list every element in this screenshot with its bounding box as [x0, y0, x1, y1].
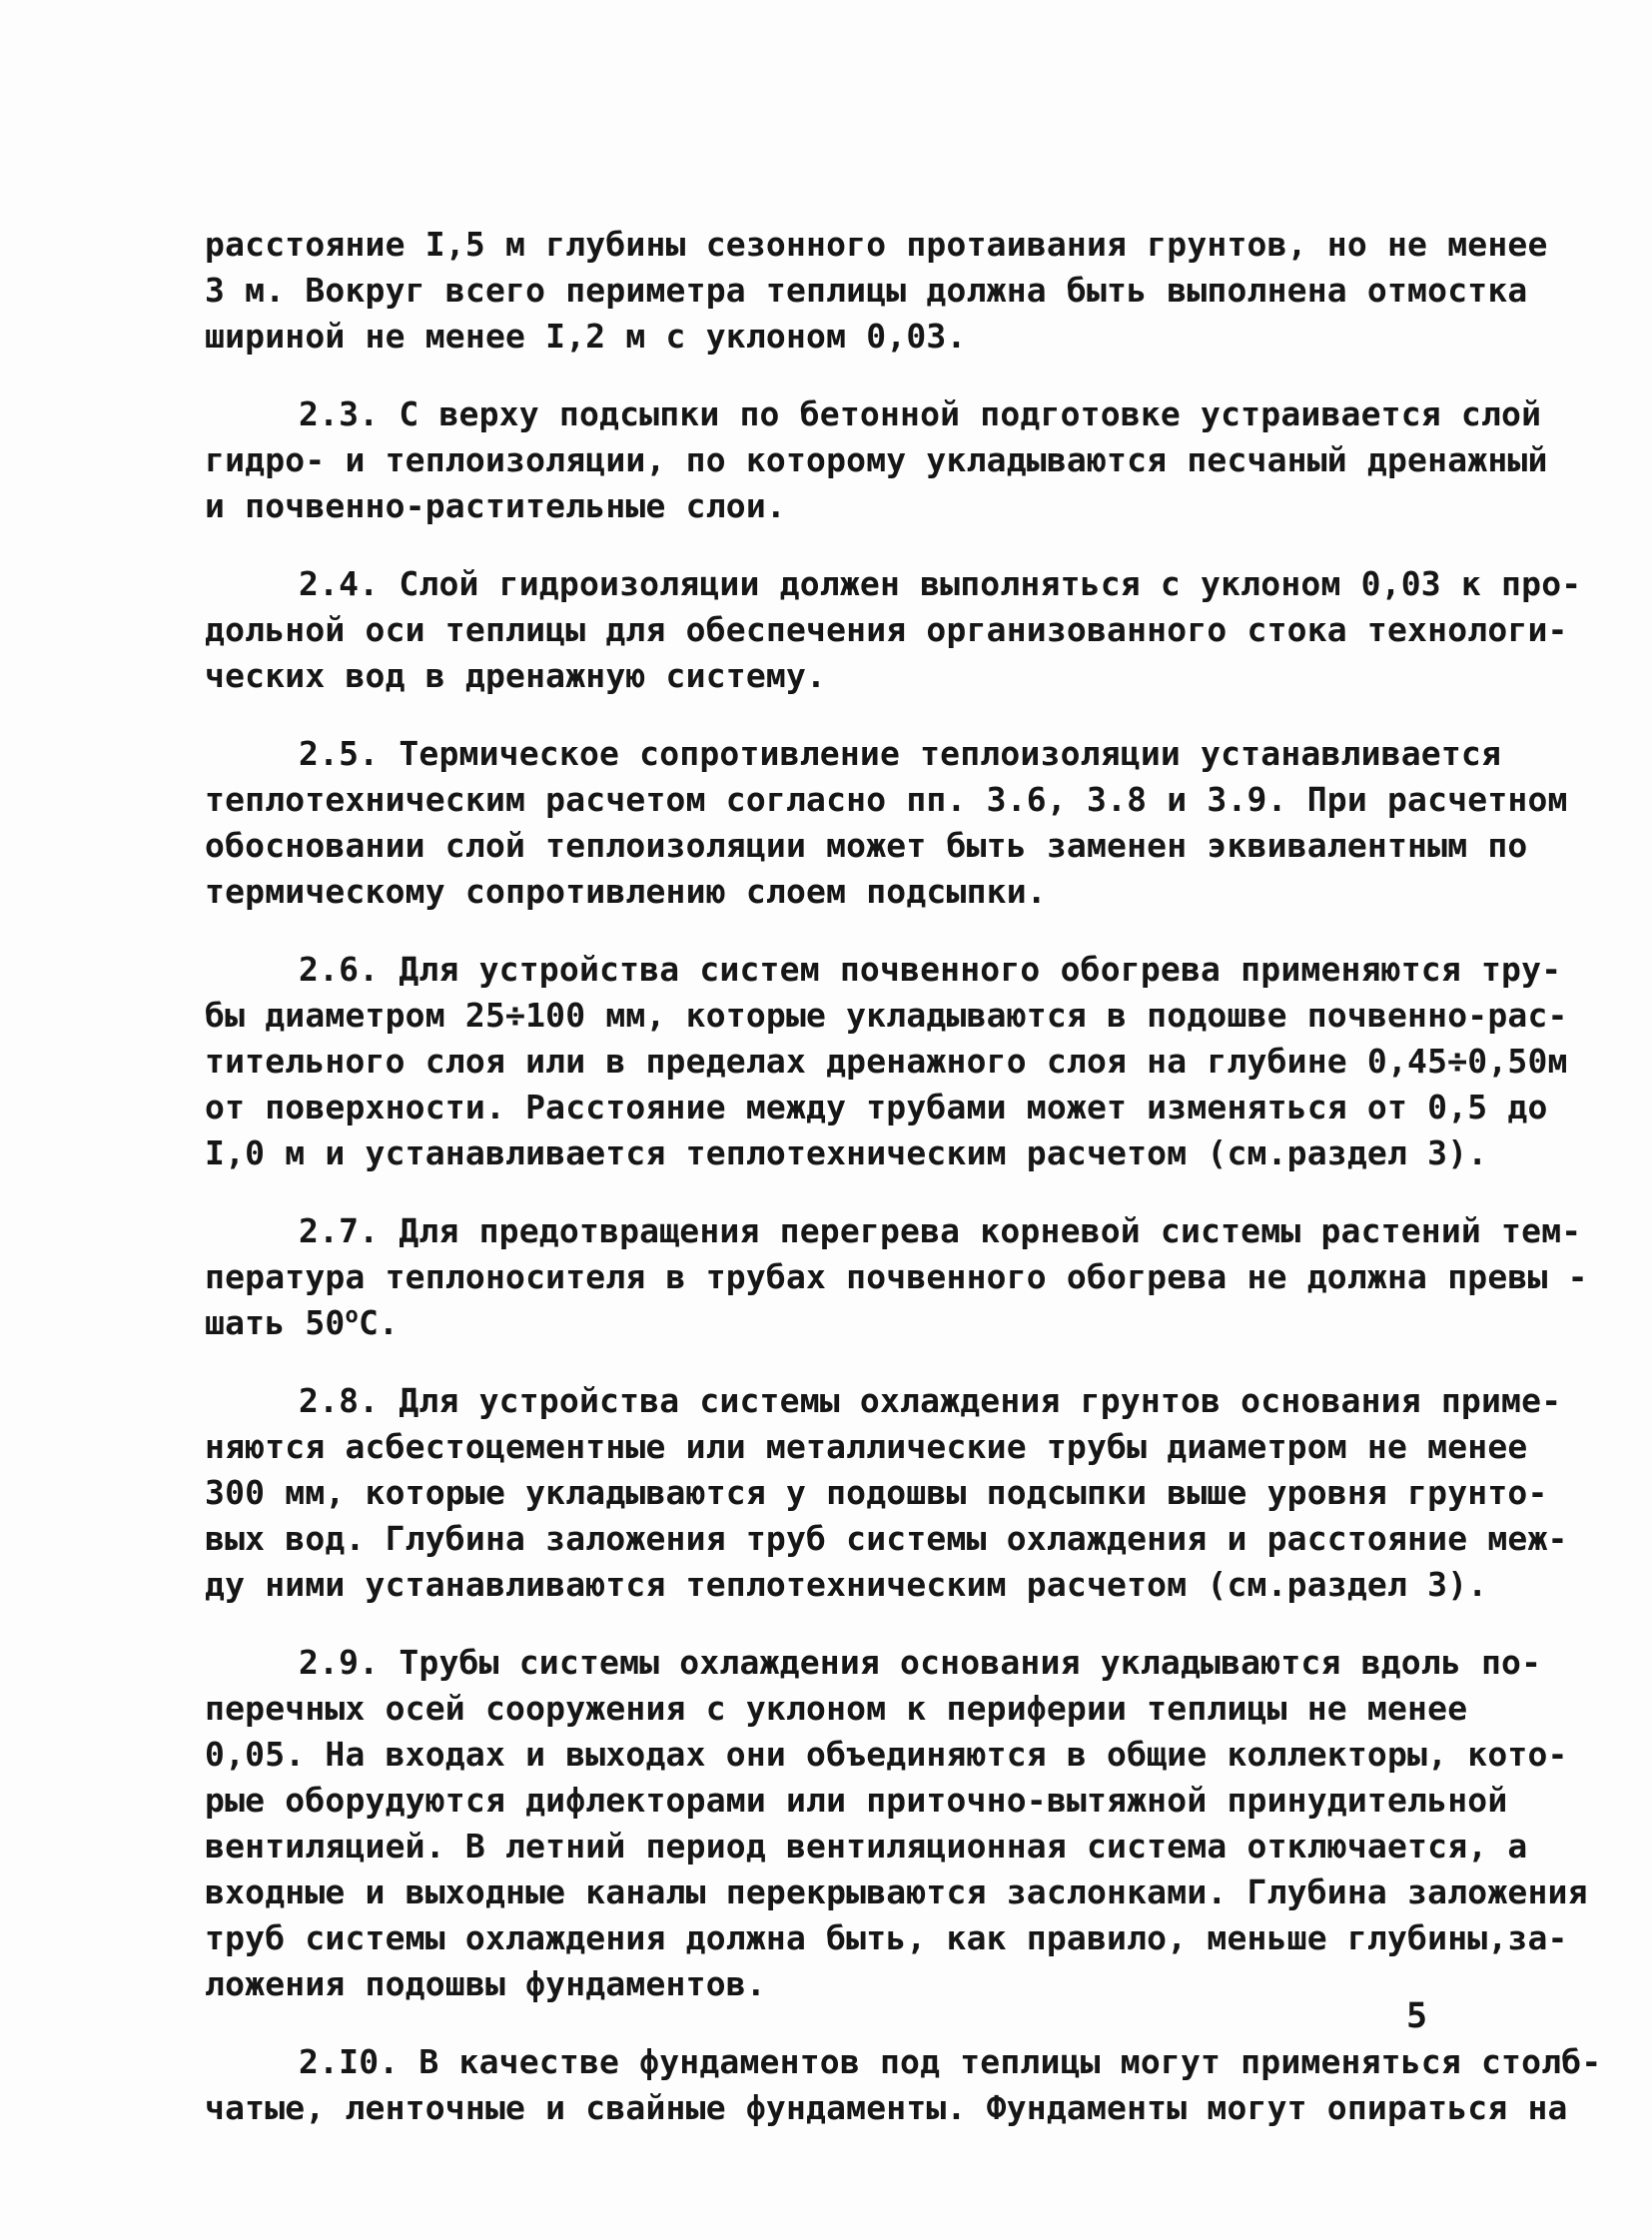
paragraph-2-3 — [205, 391, 1548, 529]
text-line: ложения подошвы фундаментов. — [205, 1964, 766, 2003]
text-fragment: шать 50 — [205, 1303, 346, 1342]
text-line: бы диаметром 25÷100 мм, которые укладываются в подошве почвенно-рас- — [205, 996, 1568, 1035]
text-line: 2.7. Для предотвращения перегрева корневой системы растений тем- — [299, 1211, 1582, 1250]
text-line: ческих вод в дренажную систему. — [205, 656, 827, 695]
text-line: вых вод. Глубина заложения труб системы охлаждения и расстояние меж- — [205, 1519, 1568, 1558]
paragraph-2-5 — [205, 731, 1568, 915]
text-line: чатые, ленточные и свайные фундаменты. Фундаменты могут опираться на — [205, 2088, 1568, 2127]
text-line: входные и выходные каналы перекрываются заслонками. Глубина заложения — [205, 1872, 1588, 1911]
text-line: 2.6. Для устройства систем почвенного обогрева применяются тру- — [299, 950, 1562, 989]
text-line: 2.5. Термическое сопротивление теплоизоляции устанавливается — [299, 734, 1502, 773]
text-line: ду ними устанавливаются теплотехническим расчетом (см.раздел 3). — [205, 1565, 1488, 1604]
text-line: термическому сопротивлению слоем подсыпки. — [205, 872, 1047, 911]
text-line: рые оборудуются дифлекторами или приточно-вытяжной принудительной — [205, 1781, 1508, 1820]
text-line: 3 м. Вокруг всего периметра теплицы должна быть выполнена отмостка — [205, 271, 1528, 310]
text-line: няются асбестоцементные или металлические трубы диаметром не менее — [205, 1427, 1528, 1466]
paragraph-2-10 — [205, 2039, 1602, 2131]
text-line: шириной не менее I,2 м с уклоном 0,03. — [205, 317, 967, 356]
text-line: 2.4. Слой гидроизоляции должен выполняться с уклоном 0,03 к про- — [299, 564, 1582, 603]
text-line: обосновании слой теплоизоляции может быть заменен эквивалентным по — [205, 826, 1528, 865]
paragraph-continuation — [205, 222, 1548, 360]
paragraph-2-9 — [205, 1640, 1588, 2007]
paragraph-2-4 — [205, 561, 1582, 699]
text-line: 2.8. Для устройства системы охлаждения грунтов основания приме- — [299, 1381, 1562, 1420]
text-line: перечных осей сооружения с уклоном к периферии теплицы не менее — [205, 1689, 1468, 1728]
text-line: дольной оси теплицы для обеспечения организованного стока технологи- — [205, 610, 1568, 649]
text-line: гидро- и теплоизоляции, по которому укладываются песчаный дренажный — [205, 440, 1548, 479]
paragraph-2-8 — [205, 1378, 1568, 1608]
text-line: пература теплоносителя в трубах почвенного обогрева не должна превы - — [205, 1257, 1588, 1296]
paragraph-2-6 — [205, 947, 1568, 1176]
text-line: 300 мм, которые укладываются у подошвы подсыпки выше уровня грунто- — [205, 1473, 1548, 1512]
text-line: тительного слоя или в пределах дренажного слоя на глубине 0,45÷0,50м — [205, 1042, 1568, 1081]
paragraph-2-7 — [205, 1208, 1588, 1346]
text-line — [205, 1300, 1503, 1346]
text-line: расстояние I,5 м глубины сезонного протаивания грунтов, но не менее — [205, 225, 1548, 264]
page-number: 5 — [1406, 1996, 1428, 2036]
text-line: I,0 м и устанавливается теплотехническим расчетом (см.раздел 3). — [205, 1133, 1488, 1172]
text-line: 2.3. С верху подсыпки по бетонной подготовке устраивается слой — [299, 394, 1542, 433]
text-line: от поверхности. Расстояние между трубами может изменяться от 0,5 до — [205, 1088, 1548, 1126]
text-line: труб системы охлаждения должна быть, как правило, меньше глубины,за- — [205, 1918, 1568, 1957]
text-line: 0,05. На входах и выходах они объединяются в общие коллекторы, кото- — [205, 1735, 1568, 1774]
text-line: вентиляцией. В летний период вентиляционная система отключается, а — [205, 1827, 1528, 1866]
text-fragment: С. — [358, 1303, 400, 1342]
degree-superscript: о — [345, 1303, 359, 1328]
body-text — [205, 222, 1602, 2131]
text-line: 2.9. Трубы системы охлаждения основания укладываются вдоль по- — [299, 1643, 1542, 1682]
text-line: и почвенно-растительные слои. — [205, 486, 786, 525]
text-line: 2.I0. В качестве фундаментов под теплицы могут применяться столб- — [299, 2042, 1602, 2081]
text-line: теплотехническим расчетом согласно пп. 3.6, 3.8 и 3.9. При расчетном — [205, 780, 1568, 819]
